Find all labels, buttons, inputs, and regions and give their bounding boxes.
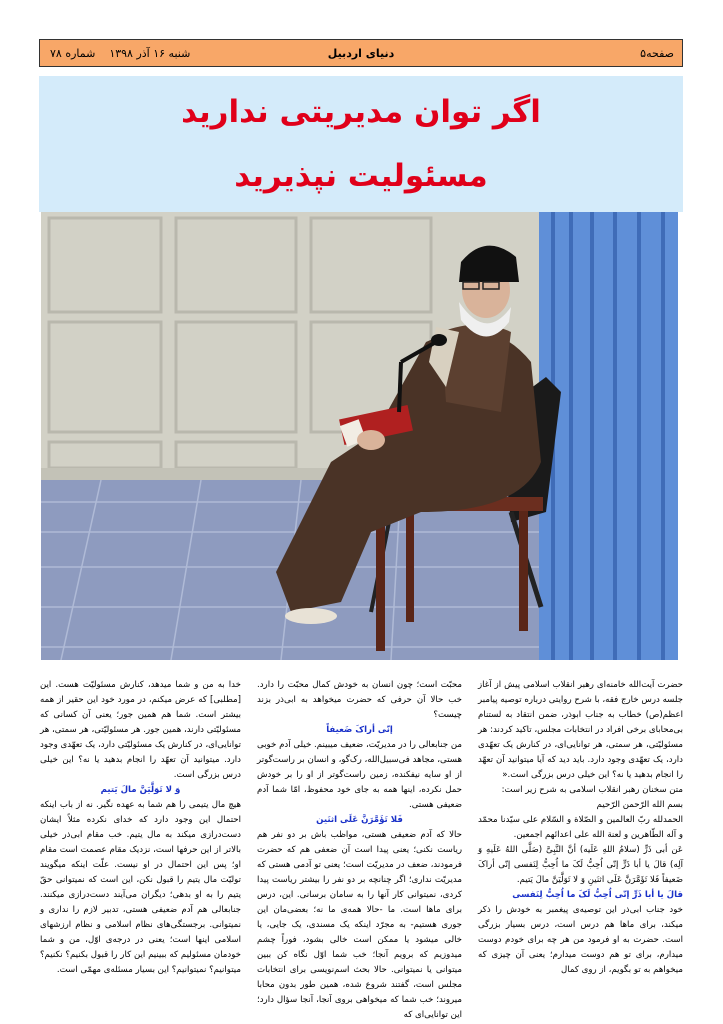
microphone-stand xyxy=(399,362,401,412)
article-column-1 xyxy=(478,678,683,978)
foot xyxy=(285,608,337,624)
blue-curtain xyxy=(539,212,678,660)
paragraph: الحمدلله ربّ العالمین و الصّلاة و السّلام علی سیّدنا محمّد و آله الطّاهرین و لعنة الله علی اعدائهم اجمعین. xyxy=(478,815,683,840)
paragraph: محبّت است؛ چون انسان به خودش کمال محبّت را دارد. خب حالا آن حرفی که حضرت میخواهد به ابی‌ذر بزند چیست؟ xyxy=(257,680,462,720)
photo-illustration xyxy=(41,212,678,660)
article-column-2 xyxy=(257,678,462,1023)
main-photo xyxy=(41,212,678,660)
paragraph: حضرت آیت‌الله خامنه‌ای رهبر انقلاب اسلامی پیش از آغاز جلسه درس خارج فقه، با شرح روایتی درباره توصیه پیامبر اعظم(ص) خطاب به جناب ابوذر، ضمن انتقاد به لستنام بی‌محابای برخی افراد در انتخابات مجلس، تاکید کردند: هر مسئولیّتی، هر سمتی، هر توانایی‌ای، در کنارش یک تعهّدی دارد، یک تعهّدی وجود دارد. باید دید که آیا میتوانید آن تعهّد را انجام بدهید یا نه؟ این خیلی درس بزرگی است.« xyxy=(478,680,683,780)
table-leg xyxy=(376,511,385,651)
paragraph: خدا به من و شما میدهد، کنارش مسئولیّت هست. این [مطلبی] که عرض میکنم، در مورد خود این حقیر از همه بیشتر است. شما هم همین جور؛ یعنی آن کسانی که مسئولیّتی دارند، همین جور. هر مسئولیّتی، هر سمتی، هر توانایی‌ای، در کنارش یک مسئولیّتی دارد، یک تعهّدی وجود دارد. میتوانید آن تعهّد را انجام بدهید یا نه؟ این خیلی درس بزرگی است. xyxy=(40,680,241,780)
article-column-3 xyxy=(40,678,241,978)
page-number: صفحه۵ xyxy=(640,47,674,60)
publication-name: دنیای اردبیل xyxy=(327,47,395,60)
table-leg xyxy=(519,511,528,631)
subheading: إنّی أراکَ ضَعیفاً xyxy=(326,725,393,735)
subheading: قالَ یا أبا ذَرٍّ إنّی اُحِبُّ لَکَ ما اُحِبُّ لِنَفسی xyxy=(512,890,683,900)
subheading: وَ لا تَوَلَّیَنَّ مالَ یَتیم xyxy=(100,785,181,795)
hand xyxy=(357,430,385,450)
table-leg xyxy=(406,512,414,622)
headline-line-1: اگر توان مدیریتی ندارید xyxy=(181,94,541,130)
date-text: شنبه ۱۶ آذر ۱۳۹۸ xyxy=(109,47,191,60)
bismillah: بسم الله الرّحمن الرّحیم xyxy=(596,800,683,810)
paragraph: حالا که آدم ضعیفی هستی، مواظب باش بر دو نفر هم ریاست نکنی؛ یعنی پیدا است آن ضعفی هم که حضرت فرمودند، ضعف در مدیریّت است؛ یعنی تو آدمی هستی که مدیریّت نداری؛ اگر چنانچه بر دو نفر را بیشتر ریاست پیدا کردی، نمیتوانی کار آنها را به سامان برسانی. این، درس برای ماها است. ما -حالا همه‌ی ما نه؛ بعضی‌مان این جوری هستیم- به مجرّد اینکه یک مسندی، یک جایی، یا خالی میشود یا ممکن است خالی بشود، فوراً چشم میدوزیم که برویم آنجا؛ خب شما اوّل نگاه کن ببین میتوانی یا نمیتوانی. حالا بحث اسم‌نویسی برای انتخابات مجلس است، گفتند شروع شده، همین طور بدون محابا میروند؛ خب شما که میخواهی بروی آنجا، آنجا سؤال دارد؛ این توانایی‌ای که xyxy=(257,830,462,1020)
paragraph: متن سخنان رهبر انقلاب اسلامی به شرح زیر است: xyxy=(501,785,683,795)
microphone-icon xyxy=(431,334,447,346)
paragraph: من جنابعالی را در مدیریّت، ضعیف میبینم. خیلی آدم خوبی هستی، مجاهد فی‌سبیل‌الله، رک‌گو، و انسان بر راست‌گوتر از او سایه نیفکنده، زمین راست‌گوتر از او را بر خودش حمل نکرده، اینها همه به جای خود محفوظ، امّا شما آدم ضعیفی هستی. xyxy=(257,740,462,810)
issue-date xyxy=(50,47,190,61)
issue-number: شماره ۷۸ xyxy=(50,47,96,60)
article-body xyxy=(40,678,683,1020)
paragraph: هیچ مال یتیمی را هم شما به عهده نگیر. نه از باب اینکه احتمال این وجود دارد که خدای نکرده مثلاً ایشان دست‌درازی میکند به مال یتیم. خب مقام ابی‌ذر خیلی بالاتر از این حرفها است، نزدیک مقام عصمت است مقام او؛ پس این احتمال در او نیست. علّت اینکه میگویند تولیّت مال یتیم را قبول نکن، این است که نمیتوانی حقّ یتیم را به او بدهی؛ دیگران می‌آیند دست‌درازی میکنند. جنابعالی هم آدم ضعیفی هستی، تدبیر لازم را نداری و نمیتوانی. برجستگی‌های نظام اسلامی و نظام ارزشهای اسلامی اینها است؛ یعنی در درجه‌ی اوّل، من و شما خودمان مسئولیم که ببینیم این کار را قبول بکنیم؟ نکنیم؟ میتوانیم؟ نمیتوانیم؟ این بسیار مسئله‌ی مهمّی است. xyxy=(40,800,241,975)
paragraph: خود جناب ابی‌ذر این توصیه‌ی پیغمبر به خودش را ذکر میکند، برای ماها هم درس است، درس بسیار بزرگی است. حضرت به او فرمود من هر چه برای خودم دوست میدارم، برای تو هم دوست میدارم؛ یعنی آن چیزی که میخواهم به تو بگویم، از روی کمال xyxy=(478,905,683,975)
page-header xyxy=(39,39,683,67)
headline-line-2: مسئولیت نپذیرید xyxy=(234,158,488,194)
hadith-quote: عَن أبی ذَرٍّ (سلامُ اللهِ عَلَیه) أنَّ النَّبِیَّ (صَلَّی اللهُ عَلَیهِ وَ آلِه) قالَ یا أبا ذَرٍّ إنّی اُحِبُّ لَکَ ما اُحِبُّ لِنَفسی إنّی أراکَ ضَعیفاً فَلا تَؤَمَّرَنَّ عَلَی اثنَینِ وَ لا تَوَلَّیَنَّ مالَ یَتیم. xyxy=(478,845,683,885)
subheading: فَلا تَؤَمَّرَنَّ عَلَی اثنَین xyxy=(316,815,403,825)
headline-box xyxy=(39,76,683,212)
